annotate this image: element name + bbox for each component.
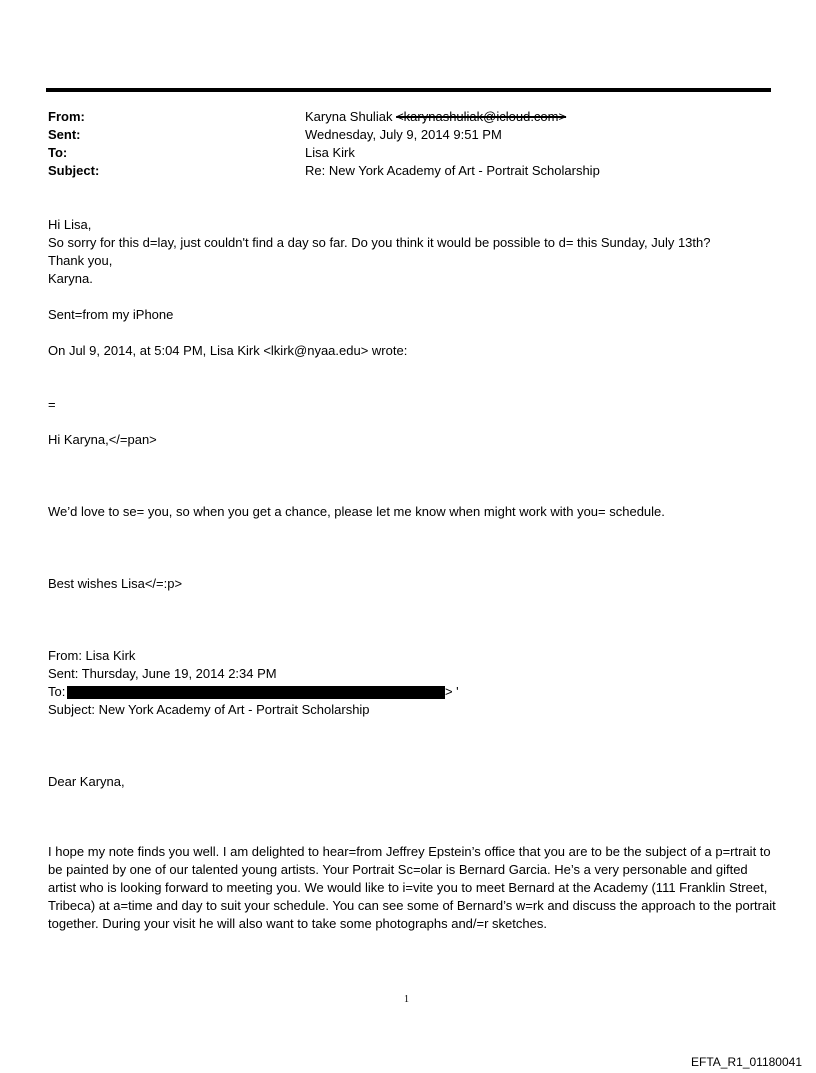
reply-line1: So sorry for this d=lay, just couldn't find a day so far. Do you think it would be possible to d= this Sunday, July 13th? bbox=[48, 235, 711, 250]
from-name: Karyna Shuliak bbox=[305, 109, 393, 124]
orig-body: I hope my note finds you well. I am delighted to hear=from Jeffrey Epstein’s office that you are to be the subject of a p=rtrait to be painted by one of our talented young artists. Your Portrait Sc=olar is Bernard Garcia. He’s a very personable and gifted artist who is looking forward to meeting you. We would like to i=vite you to meet Bernard at the Academy (111 Franklin Street, Tribeca) at a=time and day to suit your schedule. You can see some of Bernard’s w=rk and discuss the approach to the portrait together. During your visit he will also want to take some photographs and/=r sketches. bbox=[48, 844, 776, 931]
reply-greeting: Hi Lisa, bbox=[48, 217, 92, 232]
sent-from-line: Sent=from my iPhone bbox=[48, 307, 174, 322]
from-email-redacted: <karynashuliak@icloud.com> bbox=[396, 109, 567, 124]
subject-value: Re: New York Academy of Art - Portrait Scholarship bbox=[305, 163, 600, 178]
sent-label: Sent: bbox=[48, 127, 81, 142]
from-value bbox=[305, 108, 566, 126]
to-label: To: bbox=[48, 145, 68, 160]
header-from-row bbox=[48, 108, 567, 126]
orig-subject: Subject: New York Academy of Art - Portrait Scholarship bbox=[48, 702, 370, 717]
header-sent-row bbox=[48, 126, 502, 144]
subject-label: Subject: bbox=[48, 163, 100, 178]
quoted-body: We’d love to se= you, so when you get a chance, please let me know when might work with you= schedule. bbox=[48, 504, 665, 519]
quoted-closing: Best wishes Lisa</=:p> bbox=[48, 576, 183, 591]
to-value: Lisa Kirk bbox=[305, 145, 355, 160]
header-subject-row bbox=[48, 162, 600, 180]
orig-to-prefix: To: bbox=[48, 684, 66, 699]
quoted-greeting: Hi Karyna,</=pan> bbox=[48, 432, 157, 447]
orig-salutation: Dear Karyna, bbox=[48, 774, 125, 789]
quoted-equals: = bbox=[48, 397, 56, 412]
quote-intro: On Jul 9, 2014, at 5:04 PM, Lisa Kirk <lkirk@nyaa.edu> wrote: bbox=[48, 343, 408, 358]
header-rule bbox=[46, 88, 771, 92]
header-to-row bbox=[48, 144, 355, 162]
from-label: From: bbox=[48, 109, 85, 124]
page-number: 1 bbox=[404, 994, 409, 1005]
bates-number: EFTA_R1_01180041 bbox=[691, 1055, 802, 1069]
orig-from: From: Lisa Kirk bbox=[48, 648, 136, 663]
redaction-bar bbox=[67, 686, 445, 699]
orig-to bbox=[48, 683, 459, 701]
orig-to-suffix: > ' bbox=[444, 684, 459, 699]
reply-signoff: Karyna. bbox=[48, 271, 93, 286]
sent-value: Wednesday, July 9, 2014 9:51 PM bbox=[305, 127, 502, 142]
reply-line2: Thank you, bbox=[48, 253, 113, 268]
orig-sent: Sent: Thursday, June 19, 2014 2:34 PM bbox=[48, 666, 277, 681]
